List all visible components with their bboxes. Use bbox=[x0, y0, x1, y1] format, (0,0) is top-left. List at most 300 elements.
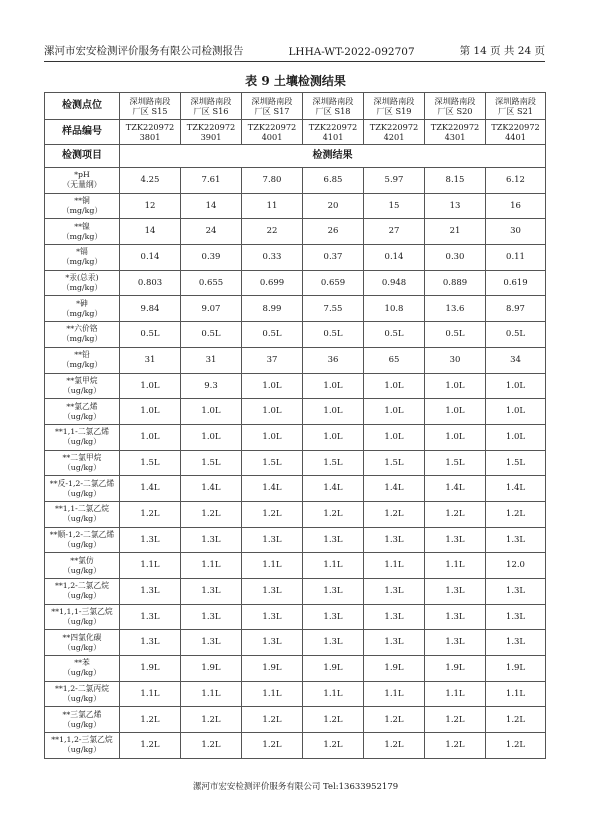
item-name bbox=[45, 245, 120, 271]
sample-id-line: TZK220972 bbox=[430, 121, 480, 132]
result-cell: 1.0L bbox=[303, 373, 364, 399]
result-cell: 1.5L bbox=[425, 450, 486, 476]
result-cell: 0.699 bbox=[242, 270, 303, 296]
item-name bbox=[45, 347, 120, 373]
item-unit: （mg/kg） bbox=[61, 231, 103, 241]
table-row bbox=[45, 168, 546, 194]
result-cell: 1.3L bbox=[486, 630, 546, 656]
table-row bbox=[45, 707, 546, 733]
item-name bbox=[45, 270, 120, 296]
result-label: 检测结果 bbox=[120, 145, 546, 168]
result-cell: 1.2L bbox=[303, 501, 364, 527]
result-cell: 0.5L bbox=[486, 322, 546, 348]
result-cell: 1.3L bbox=[181, 630, 242, 656]
result-cell: 0.5L bbox=[303, 322, 364, 348]
item-unit: （ug/kg） bbox=[63, 745, 101, 755]
item-name bbox=[45, 501, 120, 527]
item-name bbox=[45, 707, 120, 733]
result-cell: 1.3L bbox=[364, 604, 425, 630]
result-cell: 1.2L bbox=[120, 707, 181, 733]
result-cell: 6.12 bbox=[486, 168, 546, 194]
item-name-text: **六价铬 bbox=[66, 324, 98, 334]
item-name-text: **顺-1,2-二氯乙烯 bbox=[49, 529, 115, 539]
sample-id-line: 4101 bbox=[322, 132, 344, 142]
item-name bbox=[45, 322, 120, 348]
table-row bbox=[45, 553, 546, 579]
sample-id bbox=[425, 120, 486, 145]
table-row bbox=[45, 501, 546, 527]
sample-id-line: 4301 bbox=[444, 132, 466, 142]
result-cell: 1.9L bbox=[364, 656, 425, 682]
soil-results-table bbox=[44, 92, 546, 759]
point-header-line: 厂区 S19 bbox=[376, 106, 412, 116]
result-cell: 1.0L bbox=[425, 373, 486, 399]
result-cell: 12 bbox=[120, 193, 181, 219]
result-cell: 7.61 bbox=[181, 168, 242, 194]
result-cell: 1.4L bbox=[181, 476, 242, 502]
point-header-line: 厂区 S18 bbox=[315, 106, 351, 116]
item-unit: （mg/kg） bbox=[61, 257, 103, 267]
sample-id bbox=[242, 120, 303, 145]
result-cell: 1.9L bbox=[181, 656, 242, 682]
result-cell: 1.1L bbox=[120, 681, 181, 707]
result-cell: 1.2L bbox=[486, 733, 546, 759]
result-cell: 0.948 bbox=[364, 270, 425, 296]
result-cell: 30 bbox=[486, 219, 546, 245]
sample-id-line: 4001 bbox=[261, 132, 283, 142]
result-cell: 5.97 bbox=[364, 168, 425, 194]
result-cell: 14 bbox=[181, 193, 242, 219]
result-cell: 1.3L bbox=[242, 604, 303, 630]
point-header-line: 深圳路南段 bbox=[129, 95, 171, 106]
result-cell: 0.33 bbox=[242, 245, 303, 271]
table-row bbox=[45, 527, 546, 553]
result-cell: 7.80 bbox=[242, 168, 303, 194]
item-name bbox=[45, 681, 120, 707]
result-cell: 1.1L bbox=[364, 681, 425, 707]
result-cell: 1.1L bbox=[242, 553, 303, 579]
result-cell: 1.3L bbox=[486, 579, 546, 605]
page-number: 第 14 页 共 24 页 bbox=[459, 45, 545, 57]
result-cell: 4.25 bbox=[120, 168, 181, 194]
item-name-text: **1,1-二氯乙烷 bbox=[54, 504, 110, 514]
item-unit: （ug/kg） bbox=[63, 591, 101, 601]
point-header-line: 深圳路南段 bbox=[312, 95, 354, 106]
table-row bbox=[45, 399, 546, 425]
result-cell: 1.0L bbox=[242, 373, 303, 399]
result-cell: 1.1L bbox=[303, 553, 364, 579]
result-cell: 37 bbox=[242, 347, 303, 373]
item-name bbox=[45, 168, 120, 194]
result-cell: 1.0L bbox=[181, 424, 242, 450]
result-cell: 1.1L bbox=[242, 681, 303, 707]
result-cell: 1.9L bbox=[425, 656, 486, 682]
item-name bbox=[45, 579, 120, 605]
item-name-text: **反-1,2-二氯乙烯 bbox=[49, 478, 115, 488]
result-cell: 0.5L bbox=[364, 322, 425, 348]
result-cell: 1.9L bbox=[303, 656, 364, 682]
table-row bbox=[45, 347, 546, 373]
result-cell: 1.5L bbox=[303, 450, 364, 476]
result-cell: 1.3L bbox=[425, 604, 486, 630]
result-cell: 1.2L bbox=[425, 501, 486, 527]
result-cell: 1.0L bbox=[486, 373, 546, 399]
result-cell: 1.0L bbox=[364, 424, 425, 450]
report-number: LHHA-WT-2022-092707 bbox=[288, 46, 415, 58]
item-name bbox=[45, 450, 120, 476]
result-cell: 8.97 bbox=[486, 296, 546, 322]
result-cell: 1.3L bbox=[425, 579, 486, 605]
result-cell: 1.0L bbox=[242, 424, 303, 450]
item-unit: （mg/kg） bbox=[61, 334, 103, 344]
result-cell: 1.3L bbox=[425, 527, 486, 553]
point-header-line: 厂区 S20 bbox=[437, 106, 473, 116]
item-unit: （ug/kg） bbox=[63, 565, 101, 575]
result-cell: 36 bbox=[303, 347, 364, 373]
result-cell: 1.0L bbox=[425, 424, 486, 450]
item-unit: （ug/kg） bbox=[63, 719, 101, 729]
item-unit: （mg/kg） bbox=[61, 308, 103, 318]
result-cell: 1.9L bbox=[242, 656, 303, 682]
result-cell: 1.0L bbox=[486, 399, 546, 425]
result-cell: 0.5L bbox=[120, 322, 181, 348]
result-cell: 1.0L bbox=[120, 399, 181, 425]
sample-id-line: 3901 bbox=[200, 132, 222, 142]
table-row bbox=[45, 322, 546, 348]
point-header bbox=[425, 93, 486, 120]
result-cell: 9.07 bbox=[181, 296, 242, 322]
item-unit: （ug/kg） bbox=[63, 385, 101, 395]
item-name-text: **二氯甲烷 bbox=[62, 452, 102, 462]
result-cell: 1.1L bbox=[425, 553, 486, 579]
result-cell: 1.9L bbox=[486, 656, 546, 682]
sample-label: 样品编号 bbox=[45, 120, 120, 145]
result-cell: 1.4L bbox=[364, 476, 425, 502]
result-cell: 1.2L bbox=[364, 733, 425, 759]
result-cell: 1.0L bbox=[364, 373, 425, 399]
result-cell: 1.4L bbox=[486, 476, 546, 502]
result-cell: 31 bbox=[181, 347, 242, 373]
item-unit: （ug/kg） bbox=[63, 668, 101, 678]
result-cell: 0.37 bbox=[303, 245, 364, 271]
sample-id-line: 4401 bbox=[505, 132, 526, 142]
item-name-text: **铜 bbox=[74, 196, 90, 206]
table-row bbox=[45, 733, 546, 759]
table-row bbox=[45, 193, 546, 219]
result-cell: 1.0L bbox=[181, 399, 242, 425]
result-cell: 21 bbox=[425, 219, 486, 245]
result-cell: 1.3L bbox=[425, 630, 486, 656]
item-name-text: **三氯乙烯 bbox=[62, 709, 102, 719]
point-header-line: 厂区 S21 bbox=[497, 106, 533, 116]
result-cell: 1.1L bbox=[120, 553, 181, 579]
result-cell: 0.11 bbox=[486, 245, 546, 271]
sample-id-line: TZK220972 bbox=[247, 121, 297, 132]
result-cell: 0.30 bbox=[425, 245, 486, 271]
result-cell: 9.3 bbox=[181, 373, 242, 399]
item-name bbox=[45, 219, 120, 245]
item-name-text: **1,1-二氯乙烯 bbox=[54, 427, 110, 437]
result-cell: 1.2L bbox=[303, 707, 364, 733]
result-cell: 1.2L bbox=[364, 501, 425, 527]
result-cell: 1.3L bbox=[242, 579, 303, 605]
result-cell: 1.0L bbox=[242, 399, 303, 425]
item-name bbox=[45, 527, 120, 553]
table-row bbox=[45, 579, 546, 605]
result-cell: 6.85 bbox=[303, 168, 364, 194]
result-cell: 1.3L bbox=[303, 579, 364, 605]
item-name-text: **1,2-二氯丙烷 bbox=[54, 684, 110, 694]
point-header bbox=[181, 93, 242, 120]
result-cell: 20 bbox=[303, 193, 364, 219]
result-cell: 0.889 bbox=[425, 270, 486, 296]
result-cell: 11 bbox=[242, 193, 303, 219]
result-cell: 1.4L bbox=[425, 476, 486, 502]
result-cell: 1.5L bbox=[242, 450, 303, 476]
point-header-line: 厂区 S17 bbox=[254, 106, 290, 116]
result-cell: 1.3L bbox=[486, 527, 546, 553]
result-cell: 1.3L bbox=[120, 630, 181, 656]
item-unit: （ug/kg） bbox=[63, 411, 101, 421]
point-header bbox=[242, 93, 303, 120]
page-header bbox=[44, 40, 545, 62]
item-unit: （ug/kg） bbox=[63, 539, 101, 549]
item-name-text: **苯 bbox=[74, 658, 90, 668]
result-cell: 13 bbox=[425, 193, 486, 219]
result-cell: 1.9L bbox=[120, 656, 181, 682]
result-cell: 8.99 bbox=[242, 296, 303, 322]
item-name bbox=[45, 656, 120, 682]
item-unit: （mg/kg） bbox=[61, 360, 103, 370]
table-row bbox=[45, 450, 546, 476]
sample-id-line: TZK220972 bbox=[308, 121, 358, 132]
point-header-line: 厂区 S15 bbox=[132, 106, 168, 116]
result-cell: 0.39 bbox=[181, 245, 242, 271]
point-header-line: 深圳路南段 bbox=[190, 95, 232, 106]
result-cell: 65 bbox=[364, 347, 425, 373]
table-title: 表 9 土壤检测结果 bbox=[245, 74, 346, 88]
item-name bbox=[45, 733, 120, 759]
result-cell: 1.2L bbox=[242, 733, 303, 759]
sample-id bbox=[486, 120, 546, 145]
item-name bbox=[45, 630, 120, 656]
item-name bbox=[45, 553, 120, 579]
result-cell: 7.55 bbox=[303, 296, 364, 322]
point-header bbox=[120, 93, 181, 120]
page-footer: 漯河市宏安检测评价服务有限公司 Tel:13633952179 bbox=[192, 782, 399, 792]
table-row bbox=[45, 656, 546, 682]
table-row bbox=[45, 604, 546, 630]
result-cell: 1.3L bbox=[364, 630, 425, 656]
item-name-text: **镍 bbox=[74, 221, 90, 231]
result-cell: 1.3L bbox=[181, 604, 242, 630]
sample-id bbox=[364, 120, 425, 145]
result-cell: 1.4L bbox=[303, 476, 364, 502]
item-name-text: **氯甲烷 bbox=[66, 375, 98, 385]
point-header-line: 深圳路南段 bbox=[373, 95, 415, 106]
company-report-name: 漯河市宏安检测评价服务有限公司检测报告 bbox=[44, 45, 244, 57]
result-cell: 0.5L bbox=[181, 322, 242, 348]
sample-id-line: 4201 bbox=[383, 132, 405, 142]
table-row bbox=[45, 630, 546, 656]
result-cell: 1.3L bbox=[242, 527, 303, 553]
result-cell: 12.0 bbox=[486, 553, 546, 579]
result-cell: 0.14 bbox=[120, 245, 181, 271]
result-cell: 1.3L bbox=[364, 579, 425, 605]
result-cell: 1.2L bbox=[181, 707, 242, 733]
item-name-text: *pH bbox=[74, 170, 90, 180]
result-cell: 22 bbox=[242, 219, 303, 245]
result-cell: 1.0L bbox=[303, 399, 364, 425]
item-name bbox=[45, 424, 120, 450]
result-cell: 1.0L bbox=[303, 424, 364, 450]
result-cell: 1.3L bbox=[303, 630, 364, 656]
result-cell: 9.84 bbox=[120, 296, 181, 322]
result-cell: 1.1L bbox=[364, 553, 425, 579]
result-cell: 24 bbox=[181, 219, 242, 245]
item-unit: （ug/kg） bbox=[63, 514, 101, 524]
result-cell: 8.15 bbox=[425, 168, 486, 194]
result-cell: 0.5L bbox=[425, 322, 486, 348]
result-cell: 0.659 bbox=[303, 270, 364, 296]
result-cell: 26 bbox=[303, 219, 364, 245]
result-cell: 1.1L bbox=[181, 681, 242, 707]
result-cell: 1.5L bbox=[120, 450, 181, 476]
sample-id-line: TZK220972 bbox=[369, 121, 419, 132]
item-unit: （ug/kg） bbox=[63, 488, 101, 498]
result-cell: 1.3L bbox=[181, 579, 242, 605]
item-unit: （ug/kg） bbox=[63, 642, 101, 652]
item-unit: （ug/kg） bbox=[63, 437, 101, 447]
sample-id bbox=[303, 120, 364, 145]
item-name-text: **四氯化碳 bbox=[62, 632, 102, 642]
result-cell: 1.2L bbox=[242, 707, 303, 733]
result-cell: 1.3L bbox=[120, 579, 181, 605]
result-cell: 1.5L bbox=[364, 450, 425, 476]
result-cell: 1.0L bbox=[425, 399, 486, 425]
result-cell: 1.1L bbox=[303, 681, 364, 707]
table-row bbox=[45, 424, 546, 450]
result-cell: 1.1L bbox=[425, 681, 486, 707]
item-name bbox=[45, 373, 120, 399]
result-cell: 1.0L bbox=[364, 399, 425, 425]
sample-id bbox=[181, 120, 242, 145]
sample-id bbox=[120, 120, 181, 145]
result-cell: 31 bbox=[120, 347, 181, 373]
point-header bbox=[486, 93, 546, 120]
result-cell: 14 bbox=[120, 219, 181, 245]
result-cell: 10.8 bbox=[364, 296, 425, 322]
item-name-text: *镉 bbox=[76, 247, 88, 257]
item-name-text: **氯乙烯 bbox=[66, 401, 98, 411]
result-cell: 1.3L bbox=[303, 527, 364, 553]
result-cell: 1.2L bbox=[242, 501, 303, 527]
table-row bbox=[45, 476, 546, 502]
result-cell: 16 bbox=[486, 193, 546, 219]
item-unit: （ug/kg） bbox=[63, 694, 101, 704]
result-cell: 1.2L bbox=[425, 707, 486, 733]
result-cell: 1.0L bbox=[120, 373, 181, 399]
point-header-line: 厂区 S16 bbox=[193, 106, 229, 116]
table-row bbox=[45, 296, 546, 322]
item-unit: （ug/kg） bbox=[63, 617, 101, 627]
item-name-text: **1,2-二氯乙烷 bbox=[54, 581, 110, 591]
point-header-line: 深圳路南段 bbox=[495, 95, 536, 106]
item-unit: （无量纲） bbox=[62, 180, 102, 190]
item-label: 检测项目 bbox=[45, 145, 120, 168]
result-cell: 1.4L bbox=[242, 476, 303, 502]
result-cell: 1.2L bbox=[425, 733, 486, 759]
item-name bbox=[45, 193, 120, 219]
result-cell: 1.2L bbox=[486, 501, 546, 527]
result-cell: 13.6 bbox=[425, 296, 486, 322]
result-cell: 1.3L bbox=[181, 527, 242, 553]
result-cell: 1.4L bbox=[120, 476, 181, 502]
point-label: 检测点位 bbox=[45, 93, 120, 120]
item-name-text: *汞(总汞) bbox=[65, 273, 99, 283]
item-name bbox=[45, 604, 120, 630]
item-name-text: *砷 bbox=[76, 298, 88, 308]
result-cell: 1.0L bbox=[486, 424, 546, 450]
result-cell: 1.2L bbox=[120, 733, 181, 759]
result-cell: 1.2L bbox=[120, 501, 181, 527]
item-name bbox=[45, 399, 120, 425]
result-cell: 1.5L bbox=[181, 450, 242, 476]
item-unit: （ug/kg） bbox=[63, 462, 101, 472]
table-row bbox=[45, 219, 546, 245]
point-header-line: 深圳路南段 bbox=[434, 95, 476, 106]
result-cell: 1.3L bbox=[486, 604, 546, 630]
table-row bbox=[45, 270, 546, 296]
item-name bbox=[45, 296, 120, 322]
sample-id-line: 3801 bbox=[139, 132, 161, 142]
item-unit: （mg/kg） bbox=[61, 206, 103, 216]
table-row bbox=[45, 681, 546, 707]
result-cell: 15 bbox=[364, 193, 425, 219]
result-cell: 0.619 bbox=[486, 270, 546, 296]
result-cell: 0.14 bbox=[364, 245, 425, 271]
item-name bbox=[45, 476, 120, 502]
result-cell: 1.3L bbox=[120, 604, 181, 630]
item-name-text: **氯仿 bbox=[70, 555, 94, 565]
result-cell: 1.2L bbox=[303, 733, 364, 759]
table-row bbox=[45, 373, 546, 399]
point-header bbox=[303, 93, 364, 120]
point-header-line: 深圳路南段 bbox=[251, 95, 293, 106]
table-row bbox=[45, 245, 546, 271]
result-cell: 1.1L bbox=[486, 681, 546, 707]
result-cell: 1.2L bbox=[181, 733, 242, 759]
item-name-text: **1,1,1-三氯乙烷 bbox=[51, 607, 113, 617]
item-unit: （mg/kg） bbox=[61, 283, 103, 293]
sample-id-line: TZK220972 bbox=[491, 121, 540, 132]
sample-id-line: TZK220972 bbox=[125, 121, 175, 132]
result-cell: 34 bbox=[486, 347, 546, 373]
result-cell: 30 bbox=[425, 347, 486, 373]
result-cell: 0.5L bbox=[242, 322, 303, 348]
result-cell: 1.0L bbox=[120, 424, 181, 450]
sample-id-line: TZK220972 bbox=[186, 121, 236, 132]
result-cell: 27 bbox=[364, 219, 425, 245]
result-cell: 1.2L bbox=[486, 707, 546, 733]
result-cell: 1.3L bbox=[364, 527, 425, 553]
result-cell: 1.3L bbox=[242, 630, 303, 656]
result-cell: 1.1L bbox=[181, 553, 242, 579]
item-name-text: **1,1,2-三氯乙烷 bbox=[51, 735, 113, 745]
result-cell: 0.655 bbox=[181, 270, 242, 296]
point-header bbox=[364, 93, 425, 120]
result-cell: 1.3L bbox=[303, 604, 364, 630]
